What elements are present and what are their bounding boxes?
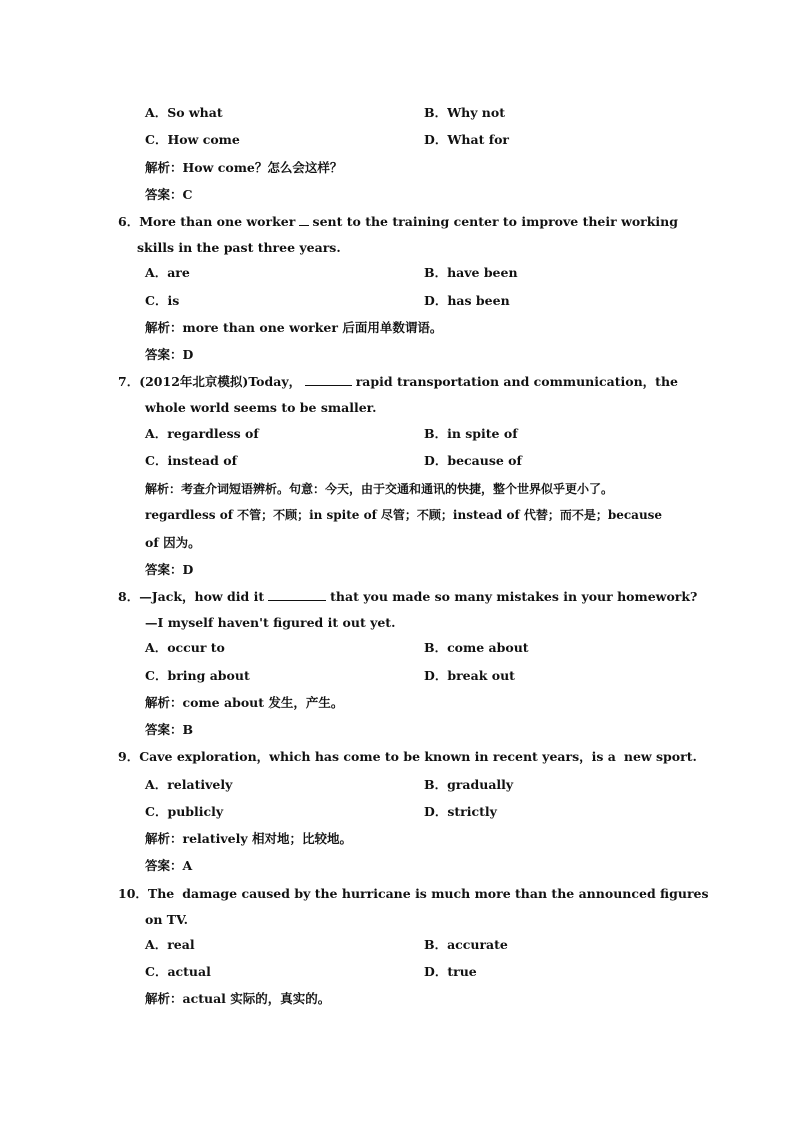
q10-option-a: A．real [145, 937, 195, 952]
q9-stem [118, 749, 697, 765]
q7-option-d: D．because of [424, 453, 522, 468]
q7-stem-line2: whole world seems to be smaller. [145, 400, 377, 415]
q6-option-b: B．have been [424, 265, 518, 280]
q6-stem-line2: skills in the past three years. [137, 240, 341, 255]
q7-explanation-line3: of 因为。 [145, 535, 201, 550]
q7-stem [118, 374, 678, 390]
q7-option-a: A．regardless of [145, 426, 259, 441]
q8-option-a: A．occur to [145, 640, 225, 655]
q9-stem-post: new sport. [623, 749, 697, 764]
q6-stem-post: sent to the training center to improve their working [312, 214, 678, 229]
q10-stem [118, 886, 709, 902]
q7-blank [305, 374, 352, 386]
q6-answer: 答案：D [145, 347, 194, 362]
q9-option-a: A．relatively [145, 777, 233, 792]
q6-blank [299, 214, 308, 226]
q5-option-c: C．How come [145, 132, 240, 147]
q10-option-c: C．actual [145, 964, 211, 979]
q9-stem-pre: 9．Cave exploration，which has come to be known in recent years，is a [118, 749, 616, 764]
q8-stem-pre: 8．—Jack，how did it [118, 589, 265, 604]
q7-explanation-line2: regardless of 不管；不顾；in spite of 尽管；不顾；instead of 代替；而不是；because [145, 508, 663, 522]
q8-option-b: B．come about [424, 640, 529, 655]
q9-option-d: D．strictly [424, 804, 497, 819]
q10-stem-line2: on TV. [145, 912, 188, 927]
q6-option-d: D．has been [424, 293, 510, 308]
q5-option-a: A．So what [145, 105, 223, 120]
q5-option-d: D．What for [424, 132, 509, 147]
q8-option-d: D．break out [424, 668, 515, 683]
q7-answer: 答案：D [145, 562, 194, 577]
q9-answer: 答案：A [145, 858, 193, 873]
q9-option-b: B．gradually [424, 777, 514, 792]
q7-stem-post: rapid transportation and communication，the [355, 374, 678, 389]
q6-option-a: A．are [145, 265, 190, 280]
q8-stem-post: that you made so many mistakes in your homework? [330, 589, 698, 604]
q8-option-c: C．bring about [145, 668, 250, 683]
q5-answer: 答案：C [145, 187, 193, 202]
q10-option-b: B．accurate [424, 937, 508, 952]
q7-option-c: C．instead of [145, 453, 237, 468]
q10-explanation: 解析：actual 实际的，真实的。 [145, 991, 331, 1006]
q5-option-b: B．Why not [424, 105, 506, 120]
q9-option-c: C．publicly [145, 804, 224, 819]
q6-stem-pre: 6．More than one worker [118, 214, 296, 229]
q8-stem [118, 589, 697, 605]
q10-option-d: D．true [424, 964, 477, 979]
q8-answer: 答案：B [145, 722, 194, 737]
q7-option-b: B．in spite of [424, 426, 518, 441]
q10-stem-pre: 10．The [118, 886, 175, 901]
q6-stem [118, 214, 678, 230]
q9-explanation: 解析：relatively 相对地；比较地。 [145, 831, 352, 846]
q8-stem-line2: —I myself haven't figured it out yet. [145, 615, 396, 630]
q8-explanation: 解析：come about 发生，产生。 [145, 695, 344, 710]
q8-blank [268, 589, 326, 601]
q5-explanation: 解析：How come？怎么会这样？ [145, 160, 343, 175]
q7-explanation-line1: 解析：考查介词短语辨析。句意：今天，由于交通和通讯的快捷，整个世界似乎更小了。 [145, 482, 614, 496]
q6-option-c: C．is [145, 293, 180, 308]
q10-stem-post: damage caused by the hurricane is much more than the announced figures [182, 886, 709, 901]
q6-explanation: 解析：more than one worker 后面用单数谓语。 [145, 320, 443, 335]
q7-stem-pre: 7．(2012年北京模拟)Today， [118, 374, 302, 389]
